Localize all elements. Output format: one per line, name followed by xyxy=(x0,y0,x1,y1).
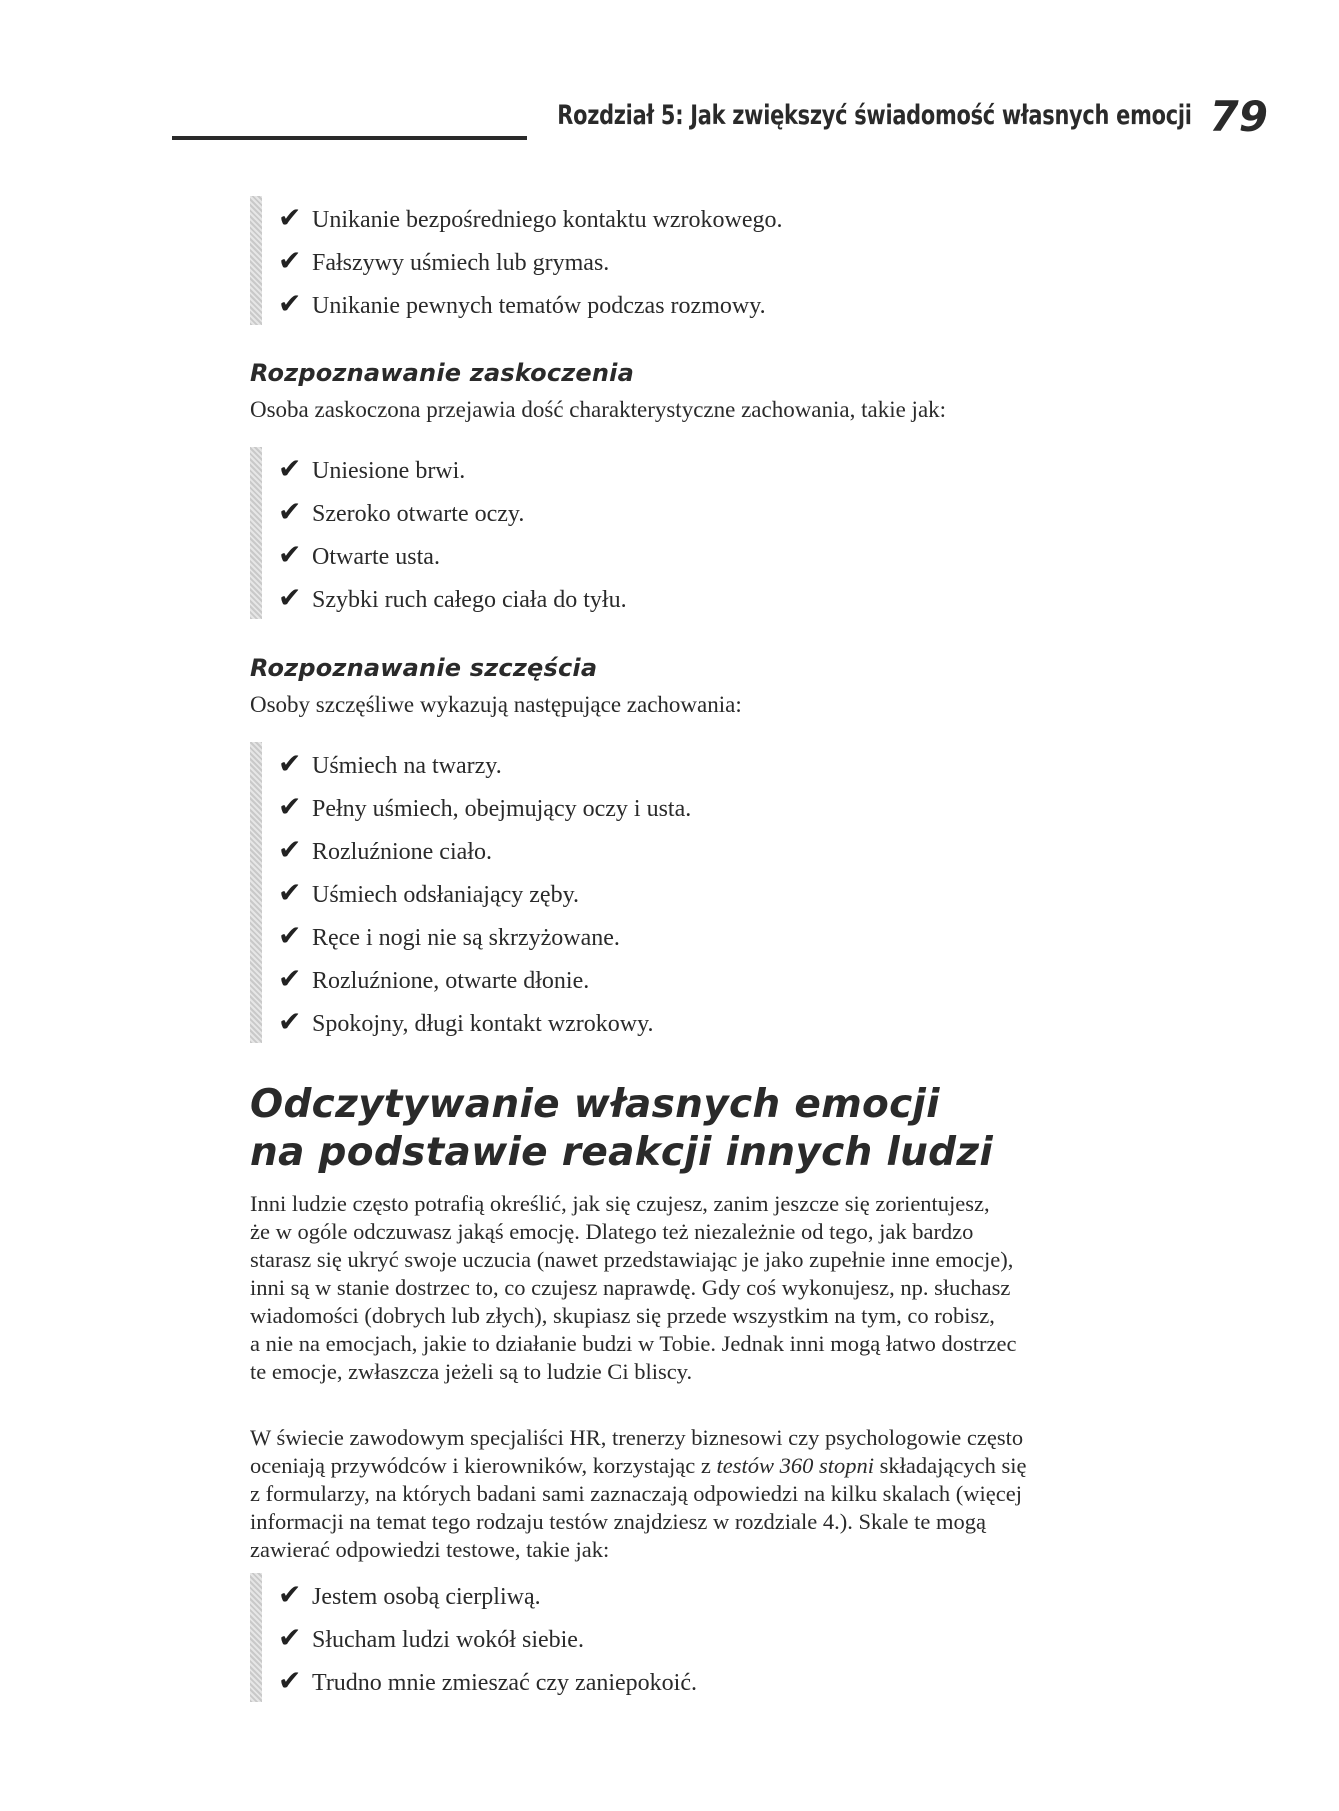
paragraph-line: inni są w stanie dostrzec to, co czujesz naprawdę. Gdy coś wykonujesz, np. słuchasz xyxy=(250,1275,1011,1300)
list-item-text: Jestem osobą cierpliwą. xyxy=(312,1584,541,1610)
list-item xyxy=(278,447,627,490)
list-item-text: Unikanie bezpośredniego kontaktu wzrokowego. xyxy=(312,207,783,233)
list-item-text: Uśmiech na twarzy. xyxy=(312,753,502,779)
list-item xyxy=(278,1616,697,1659)
list-item-text: Pełny uśmiech, obejmujący oczy i usta. xyxy=(312,796,692,822)
section-heading xyxy=(250,1081,993,1177)
list-item xyxy=(278,1573,697,1616)
paragraph-line: informacji na temat tego rodzaju testów znajdziesz w rozdziale 4.). Skale te mogą xyxy=(250,1509,986,1534)
check-mark-icon: ✔ xyxy=(278,1578,302,1611)
paragraph-2 xyxy=(250,1424,1026,1564)
list-item-text: Uniesione brwi. xyxy=(312,458,466,484)
intro-surprise: Osoba zaskoczona przejawia dość charakterystyczne zachowania, takie jak: xyxy=(250,397,947,422)
paragraph-line: że w ogóle odczuwasz jakąś emocję. Dlatego też niezależnie od tego, jak bardzo xyxy=(250,1219,974,1244)
list-item xyxy=(278,490,627,533)
chapter-title: Rozdział 5: Jak zwiększyć świadomość własnych emocji xyxy=(557,100,1192,131)
paragraph-line: wiadomości (dobrych lub złych), skupiasz się przede wszystkim na tym, co robisz, xyxy=(250,1303,995,1328)
list-item xyxy=(278,1659,697,1702)
intro-happiness: Osoby szczęśliwe wykazują następujące zachowania: xyxy=(250,692,742,717)
check-mark-icon: ✔ xyxy=(278,1005,302,1038)
section-heading-line: Odczytywanie własnych emocji xyxy=(250,1082,940,1127)
list-item-text: Słucham ludzi wokół siebie. xyxy=(312,1627,584,1653)
paragraph-line: z formularzy, na których badani sami zaznaczają odpowiedzi na kilku skalach (więcej xyxy=(250,1481,1022,1506)
list-item-text: Uśmiech odsłaniający zęby. xyxy=(312,882,580,908)
list-item xyxy=(278,742,691,785)
list-item-text: Unikanie pewnych tematów podczas rozmowy. xyxy=(312,293,766,319)
list-item xyxy=(278,239,783,282)
check-mark-icon: ✔ xyxy=(278,495,302,528)
section-heading-line: na podstawie reakcji innych ludzi xyxy=(250,1130,994,1175)
checklist-surprise xyxy=(250,447,627,619)
checklist-top xyxy=(250,196,783,325)
check-mark-icon: ✔ xyxy=(278,287,302,320)
check-mark-icon: ✔ xyxy=(278,538,302,571)
check-mark-icon: ✔ xyxy=(278,1664,302,1697)
checklist-happiness xyxy=(250,742,691,1043)
list-item-text: Otwarte usta. xyxy=(312,544,440,570)
emphasis-term: testów 360 stopni xyxy=(716,1453,875,1478)
list-item xyxy=(278,957,691,1000)
list-item-text: Szeroko otwarte oczy. xyxy=(312,501,525,527)
list-item-text: Trudno mnie zmieszać czy zaniepokoić. xyxy=(312,1670,697,1696)
list-item-text: Rozluźnione, otwarte dłonie. xyxy=(312,968,590,994)
list-item xyxy=(278,785,691,828)
check-mark-icon: ✔ xyxy=(278,201,302,234)
check-mark-icon: ✔ xyxy=(278,1621,302,1654)
check-mark-icon: ✔ xyxy=(278,790,302,823)
list-item-text: Rozluźnione ciało. xyxy=(312,839,492,865)
paragraph-line: oceniają przywódców i kierowników, korzystając z xyxy=(250,1453,717,1478)
heading-happiness: Rozpoznawanie szczęścia xyxy=(250,654,598,682)
paragraph-line: W świecie zawodowym specjaliści HR, trenerzy biznesowi czy psychologowie często xyxy=(250,1425,1024,1450)
list-item-text: Fałszywy uśmiech lub grymas. xyxy=(312,250,610,276)
paragraph-line: Inni ludzie często potrafią określić, jak się czujesz, zanim jeszcze się zorientujesz, xyxy=(250,1191,990,1216)
check-mark-icon: ✔ xyxy=(278,452,302,485)
list-item-text: Szybki ruch całego ciała do tyłu. xyxy=(312,587,627,613)
page-number: 79 xyxy=(1209,92,1268,141)
list-item xyxy=(278,1000,691,1043)
paragraph-line: te emocje, zwłaszcza jeżeli są to ludzie Ci bliscy. xyxy=(250,1359,693,1384)
list-item xyxy=(278,914,691,957)
list-item xyxy=(278,576,627,619)
check-mark-icon: ✔ xyxy=(278,581,302,614)
header-rule xyxy=(172,136,527,140)
paragraph-line: zawierać odpowiedzi testowe, takie jak: xyxy=(250,1537,610,1562)
list-item-text: Ręce i nogi nie są skrzyżowane. xyxy=(312,925,620,951)
check-mark-icon: ✔ xyxy=(278,244,302,277)
check-mark-icon: ✔ xyxy=(278,919,302,952)
check-mark-icon: ✔ xyxy=(278,876,302,909)
list-item xyxy=(278,828,691,871)
list-item-text: Spokojny, długi kontakt wzrokowy. xyxy=(312,1011,654,1037)
list-item xyxy=(278,871,691,914)
check-mark-icon: ✔ xyxy=(278,962,302,995)
running-header xyxy=(172,92,1268,144)
paragraph-line: składających się xyxy=(874,1453,1027,1478)
check-mark-icon: ✔ xyxy=(278,747,302,780)
list-item xyxy=(278,533,627,576)
paragraph-line: a nie na emocjach, jakie to działanie budzi w Tobie. Jednak inni mogą łatwo dostrzec xyxy=(250,1331,1017,1356)
list-item xyxy=(278,282,783,325)
heading-surprise: Rozpoznawanie zaskoczenia xyxy=(250,359,634,387)
paragraph-1 xyxy=(250,1190,1017,1386)
list-item xyxy=(278,196,783,239)
check-mark-icon: ✔ xyxy=(278,833,302,866)
paragraph-line: starasz się ukryć swoje uczucia (nawet przedstawiając je jako zupełnie inne emocje), xyxy=(250,1247,1014,1272)
checklist-test-answers xyxy=(250,1573,697,1702)
